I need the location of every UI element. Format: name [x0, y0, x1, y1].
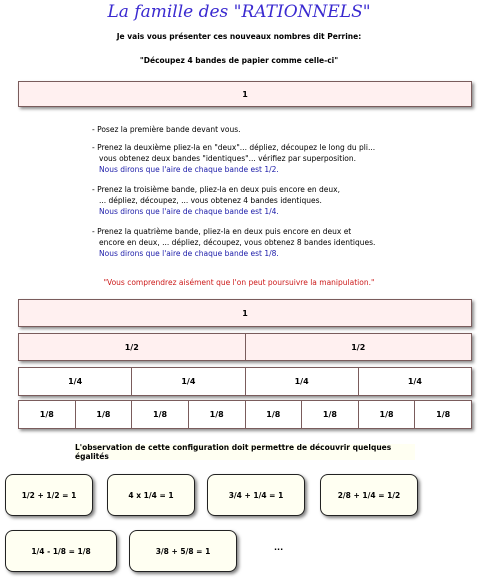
manipulation-text: "Vous comprendrez aisément que l'on peut poursuivre la manipulation." [103, 278, 375, 287]
page-title: La famille des "RATIONNELS" [107, 2, 371, 22]
step-2-line-1: - Prenez la deuxième pliez-la en "deux"... dépliez, découpez le long du pli... [92, 143, 376, 152]
equality-box: 3/4 + 1/4 = 1 [207, 474, 305, 516]
step-4-line-2: encore en deux, ... dépliez, découpez, vous obtenez 8 bandes identiques. [99, 238, 376, 247]
band-eighth: 1/8 [246, 400, 303, 429]
ellipsis-text: ... [274, 543, 284, 552]
band-whole-label: 1 [242, 308, 248, 318]
band-quarter: 1/4 [18, 367, 132, 396]
band-quarters [18, 367, 472, 396]
band-half: 1/2 [246, 333, 473, 361]
band-eighth: 1/8 [415, 400, 472, 429]
step-1: - Posez la première bande devant vous. [92, 125, 241, 134]
example-band-label: 1 [242, 89, 248, 99]
step-3-line-2: ... dépliez, découpez, ... vous obtenez 4 bandes identiques. [99, 196, 322, 205]
equality-box: 3/8 + 5/8 = 1 [129, 530, 237, 572]
band-eighth: 1/8 [189, 400, 246, 429]
band-eighth: 1/8 [132, 400, 189, 429]
equality-box: 1/4 - 1/8 = 1/8 [5, 530, 117, 572]
observation-text: L'observation de cette configuration doit permettre de découvrir quelques égalités [75, 444, 415, 460]
equality-box: 4 x 1/4 = 1 [107, 474, 195, 516]
band-eighth: 1/8 [18, 400, 76, 429]
example-band [18, 81, 472, 107]
band-whole [18, 299, 472, 327]
step-2-note: Nous dirons que l'aire de chaque bande est 1/2. [99, 165, 279, 174]
step-3-note: Nous dirons que l'aire de chaque bande est 1/4. [99, 207, 279, 216]
step-4-note: Nous dirons que l'aire de chaque bande est 1/8. [99, 249, 279, 258]
band-quarter: 1/4 [359, 367, 472, 396]
band-quarter: 1/4 [246, 367, 359, 396]
quote-text: "Découpez 4 bandes de papier comme celle-ci" [139, 56, 339, 65]
intro-text: Je vais vous présenter ces nouveaux nombres dit Perrine: [116, 32, 362, 41]
band-quarter: 1/4 [132, 367, 245, 396]
step-3-line-1: - Prenez la troisième bande, pliez-la en deux puis encore en deux, [92, 185, 341, 194]
band-eighths [18, 400, 472, 429]
band-half: 1/2 [18, 333, 246, 361]
equality-box: 1/2 + 1/2 = 1 [5, 474, 93, 516]
band-halves [18, 333, 472, 361]
band-eighth: 1/8 [76, 400, 133, 429]
instructions [92, 124, 432, 259]
step-4-line-1: - Prenez la quatrième bande, pliez-la en deux puis encore en deux et [92, 227, 352, 236]
step-2-line-2: vous obtenez deux bandes "identiques"... vérifiez par superposition. [99, 154, 357, 163]
equality-box: 2/8 + 1/4 = 1/2 [320, 474, 418, 516]
band-eighth: 1/8 [359, 400, 416, 429]
band-eighth: 1/8 [302, 400, 359, 429]
